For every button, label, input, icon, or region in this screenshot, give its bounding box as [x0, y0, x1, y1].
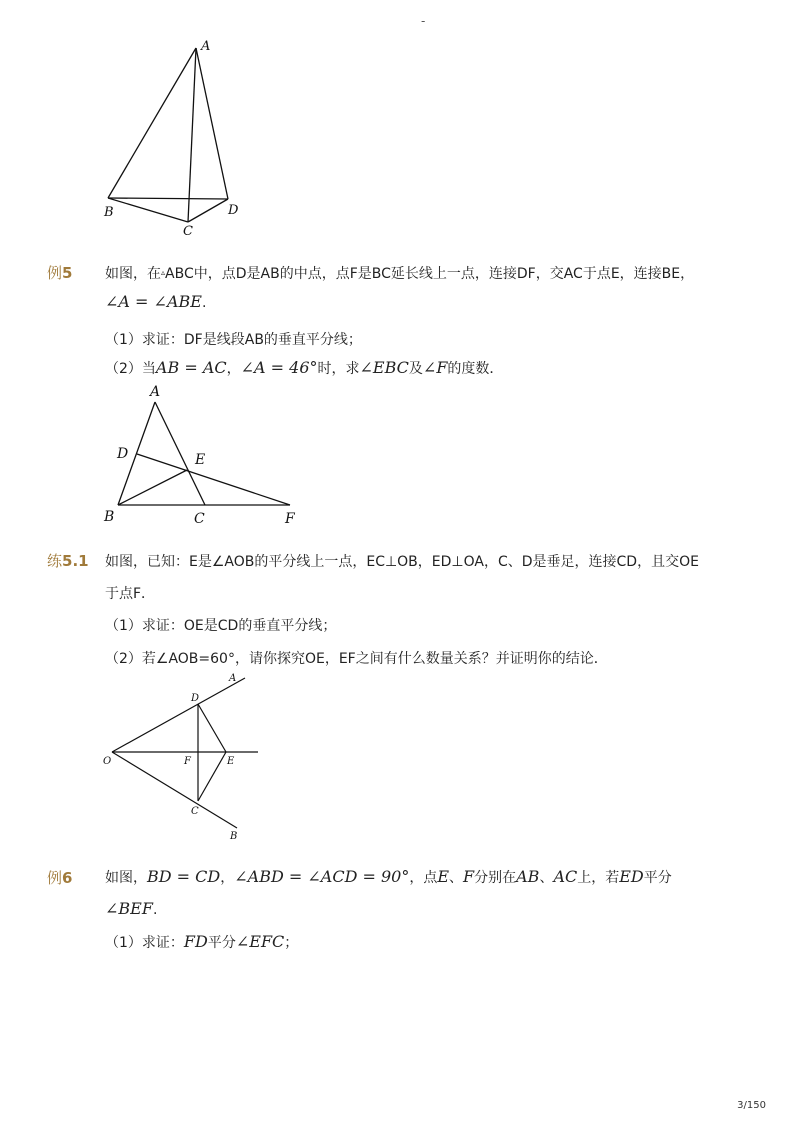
example-5-line-1: 如图，在▵ABC中，点D是AB的中点，点F是BC延长线上一点，连接DF，交AC于点E，连接BE， [105, 266, 695, 282]
fig3-label-E: E [227, 756, 235, 767]
example-5-question-1: （1）求证：DF是线段AB的垂直平分线； [105, 332, 362, 348]
practice-5-1-tag: 练5.1 [47, 552, 89, 570]
fig3-label-A: A [229, 673, 237, 684]
fig3-label-C: C [191, 806, 199, 817]
fig3-label-B: B [230, 831, 238, 842]
example-5-tag: 例5 [47, 264, 73, 282]
example-6-question-1: （1）求证：FD平分∠EFC； [105, 932, 299, 951]
practice-5-1-line-2: 于点F． [105, 586, 156, 602]
practice-5-1-question-2: （2）若∠AOB=60°，请你探究OE，EF之间有什么数量关系？并证明你的结论． [105, 651, 608, 667]
fig3-label-D: D [191, 693, 200, 704]
fig2-label-E: E [195, 452, 206, 468]
fig3-label-F: F [184, 756, 191, 767]
fig1-label-A: A [201, 39, 211, 54]
practice-5-1-line-1: 如图，已知：E是∠AOB的平分线上一点，EC⊥OB，ED⊥OA，C、D是垂足，连接CD，且交OE [105, 554, 699, 570]
fig3-ray-OB [112, 752, 237, 828]
fig3-line-DE [198, 704, 226, 752]
example-5-question-2: （2）当AB = AC，∠A = 46°时，求∠EBC及∠F的度数． [105, 358, 504, 377]
fig2-label-B: B [104, 509, 115, 525]
fig3-label-O: O [103, 756, 112, 767]
fig3-ray-OA [112, 678, 245, 752]
fig1-label-D: D [228, 203, 239, 218]
example-5-line-2: ∠A = ∠ABE. [105, 292, 207, 311]
fig2-label-F: F [285, 511, 295, 527]
fig1-label-C: C [183, 224, 193, 239]
example-6-line-2: ∠BEF. [105, 899, 158, 918]
example-6-tag: 例6 [47, 869, 73, 887]
practice-5-1-question-1: （1）求证：OE是CD的垂直平分线； [105, 618, 337, 634]
fig2-label-A: A [150, 384, 161, 400]
fig2-label-C: C [194, 511, 205, 527]
example-6-line-1: 如图，BD = CD，∠ABD = ∠ACD = 90°，点E、F分别在AB、AC上，若ED平分 [105, 867, 672, 886]
header-mark: - [421, 14, 426, 28]
page-number: 3/150 [737, 1100, 766, 1111]
fig3-line-CE [198, 752, 226, 801]
fig2-label-D: D [117, 446, 129, 462]
fig1-label-B: B [104, 205, 114, 220]
